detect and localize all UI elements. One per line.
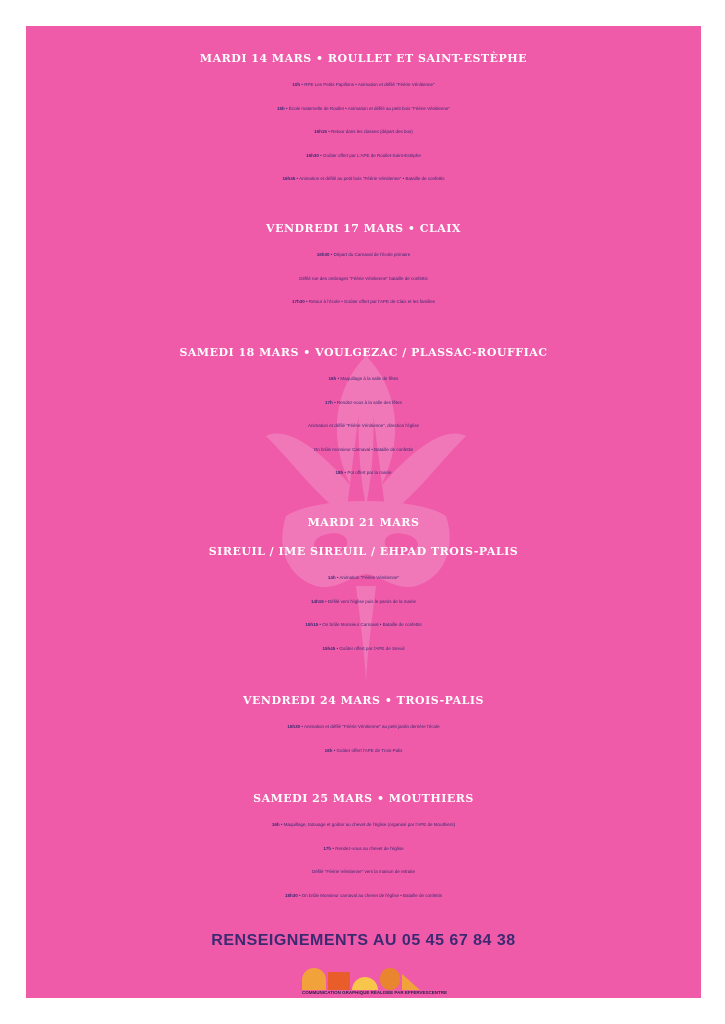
schedule-text: • Défilé vers l'église puis le parvis de la mairie bbox=[323, 598, 416, 604]
schedule-text: On brûle monsieur Carnaval • Bataille de confettis bbox=[313, 446, 414, 452]
schedule-line bbox=[26, 613, 701, 637]
schedule-line bbox=[26, 813, 701, 837]
schedule-line bbox=[26, 438, 701, 462]
schedule-time: 14h15 bbox=[311, 598, 324, 604]
schedule-line bbox=[26, 637, 701, 661]
event-section-mouthiers bbox=[26, 784, 701, 907]
effervescentre-logo bbox=[302, 968, 448, 998]
schedule-line bbox=[26, 837, 701, 861]
schedule-time: 16h bbox=[271, 822, 280, 827]
schedule-text: Défilé rue des ombrages "Féérie Vénitienne" bataille de confettis bbox=[299, 275, 428, 281]
schedule-text: • École maternelle de Roullet • Animation et défilé au petit bois "Féérie Vénitienne" bbox=[284, 105, 450, 111]
schedule-line bbox=[26, 884, 701, 908]
schedule-text: • Goûter offert l'APE de Trois-Palis bbox=[332, 747, 403, 753]
schedule-line bbox=[26, 860, 701, 884]
schedule-time: 15h15 bbox=[305, 622, 319, 627]
schedule-line bbox=[26, 243, 701, 267]
schedule-line bbox=[26, 367, 701, 391]
schedule-time: 18h bbox=[335, 470, 344, 475]
schedule-time: 10h bbox=[292, 82, 301, 87]
schedule-text: • On brûle Monsieur Carnaval • Bataille de confettis bbox=[318, 622, 422, 627]
schedule-line bbox=[26, 715, 701, 739]
schedule-time: 17h bbox=[323, 845, 332, 851]
section-heading: SAMEDI 25 MARS • MOUTHIERS bbox=[253, 792, 474, 805]
graphic-credit: COMMUNICATION GRAPHIQUE RÉALISÉE PAR EFFERVESCENTRE bbox=[302, 990, 448, 995]
schedule-time: 16h45 bbox=[282, 176, 296, 181]
schedule-text: Animation et défilé "Féérie Vénitienne", direction l'église bbox=[307, 423, 420, 428]
section-heading: MARDI 14 MARS • ROULLET ET SAINT-ESTÈPHE bbox=[199, 52, 528, 65]
schedule-time: 17h30 bbox=[291, 299, 305, 304]
section-heading: VENDREDI 17 MARS • CLAIX bbox=[266, 222, 461, 235]
schedule-line bbox=[26, 144, 701, 168]
schedule-text: • Rendez-vous au chevet de l'église bbox=[331, 845, 404, 851]
schedule-text: • Retour à l'école • Goûter offert par l'APE de Claix et les familles bbox=[304, 299, 436, 304]
schedule-text: • Maquillage, tatouage et goûter au chevet de l'église (organisé par l'APE de Mouthiers) bbox=[279, 822, 456, 827]
schedule-line bbox=[26, 120, 701, 144]
schedule-line bbox=[26, 97, 701, 121]
schedule-text: • Rendez-vous à la salle des fêtes bbox=[332, 399, 402, 405]
schedule-text: • Maquillage à la salle de fêtes bbox=[336, 376, 399, 381]
schedule-line bbox=[26, 267, 701, 291]
schedule-time: 15h45 bbox=[322, 645, 336, 651]
schedule-text: • RPE Les Petits Papillons • Animation et défilé "Féérie Vénitienne" bbox=[300, 82, 435, 87]
contact-info: RENSEIGNEMENTS AU 05 45 67 84 38 bbox=[211, 932, 516, 949]
schedule-text: • Pot offert par la mairie bbox=[343, 470, 392, 475]
schedule-text: Défilé "Féérie Vénitienne" vers la maison de retraite bbox=[312, 869, 415, 874]
schedule-time: 17h bbox=[325, 399, 333, 405]
schedule-text: • Goûter offert par l'APE de Sireuil bbox=[335, 645, 405, 651]
section-heading: VENDREDI 24 MARS • TROIS-PALIS bbox=[243, 694, 484, 707]
schedule-line bbox=[26, 167, 701, 191]
schedule-time: 16h bbox=[324, 747, 333, 753]
schedule-text: • Départ du Carnaval de l'école primaire bbox=[329, 252, 411, 257]
event-section-roullet bbox=[26, 44, 701, 191]
schedule-text: • Animation et défilé au petit bois "Féérie Vénitienne" • Bataille de confettis bbox=[295, 176, 445, 181]
section-heading-places: SIREUIL / IME SIREUIL / EHPAD TROIS-PALIS bbox=[208, 545, 519, 558]
event-section-trois-palis bbox=[26, 686, 701, 762]
schedule-text: • Animation et défilé "Féérie Vénitienne" au petit jardin derrière l'école bbox=[300, 724, 440, 729]
section-heading: SAMEDI 18 MARS • VOULGEZAC / PLASSAC-ROUFFIAC bbox=[179, 346, 548, 359]
schedule-time: 14h bbox=[327, 575, 336, 580]
schedule-time: 16h30 bbox=[306, 152, 319, 158]
schedule-text: • On brûle Monsieur carnaval au chevet de l'église • Bataille de confettis bbox=[297, 892, 443, 898]
schedule-time: 18h30 bbox=[284, 892, 298, 898]
schedule-time: 15h bbox=[277, 105, 285, 111]
schedule-line bbox=[26, 739, 701, 763]
event-section-sireuil bbox=[26, 508, 701, 660]
schedule-line bbox=[26, 590, 701, 614]
schedule-time: 16h bbox=[328, 376, 337, 381]
schedule-time: 16h30 bbox=[316, 252, 330, 257]
schedule-line bbox=[26, 461, 701, 485]
schedule-line bbox=[26, 414, 701, 438]
schedule-line bbox=[26, 290, 701, 314]
logo-shapes bbox=[302, 968, 422, 990]
section-heading: MARDI 21 MARS bbox=[307, 516, 420, 529]
schedule-time: 16h15 bbox=[314, 129, 327, 134]
schedule-line bbox=[26, 73, 701, 97]
schedule-text: • Goûter offert par L'APE de Roullet-Saint-Estèphe bbox=[318, 152, 421, 158]
event-section-voulgezac bbox=[26, 338, 701, 485]
schedule-time: 15h30 bbox=[287, 724, 301, 729]
schedule-line bbox=[26, 566, 701, 590]
event-section-claix bbox=[26, 214, 701, 314]
schedule-text: • Retour dans les classes (départ des bus) bbox=[326, 129, 413, 134]
schedule-line bbox=[26, 391, 701, 415]
schedule-text: • Animation "Féérie Vénitienne" bbox=[335, 575, 400, 580]
poster bbox=[26, 26, 701, 998]
